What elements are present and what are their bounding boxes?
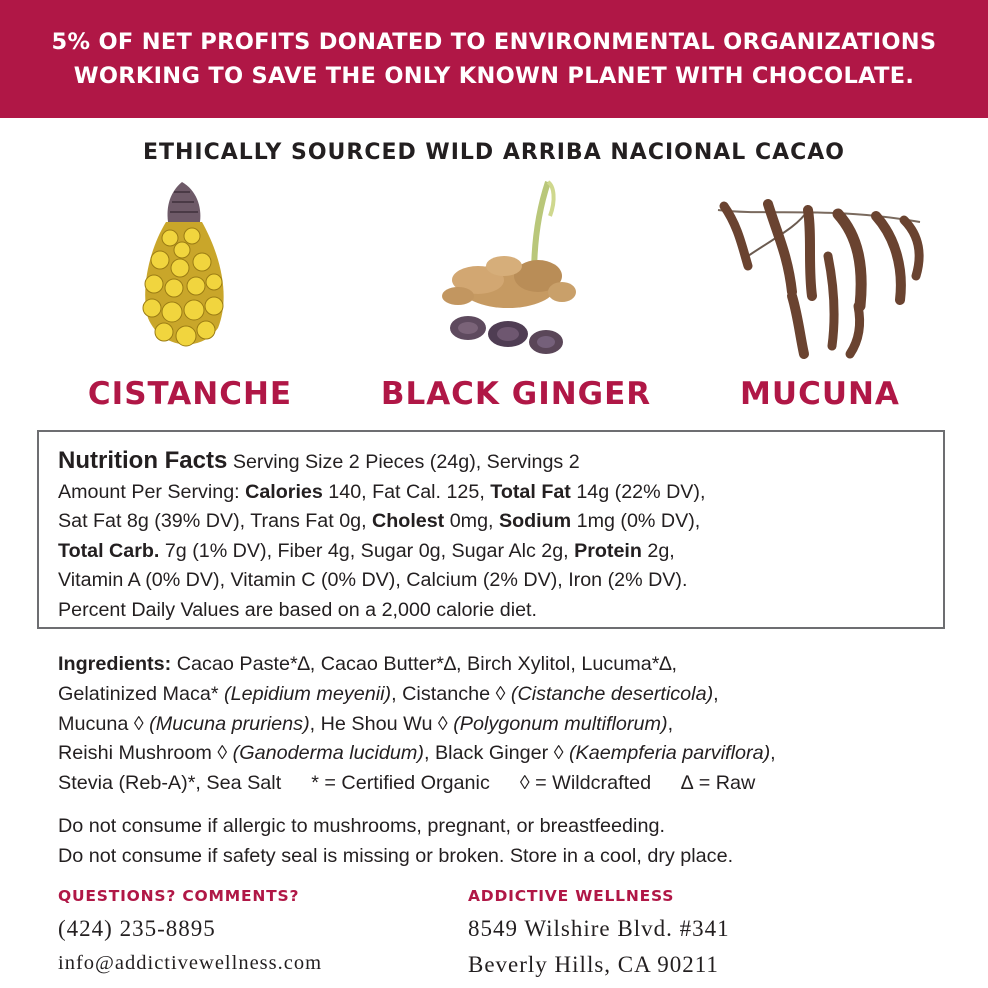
- ingredient-text: ,: [667, 712, 674, 735]
- carb-value: 7g (1% DV), Fiber 4g, Sugar 0g, Sugar Alc 2g,: [159, 539, 575, 562]
- total-fat-value: 14g (22% DV),: [570, 480, 706, 503]
- mucuna-label: MUCUNA: [740, 376, 900, 412]
- ingredient-text: , Black Ginger ◊: [423, 742, 569, 765]
- banner-line-1: 5% OF NET PROFITS DONATED TO ENVIRONMENTAL ORGANIZATIONS: [51, 29, 937, 55]
- latin-name: (Lepidium meyenii): [224, 682, 392, 705]
- latin-name: (Mucuna pruriens): [149, 712, 310, 735]
- latin-name: (Ganoderma lucidum): [232, 742, 424, 765]
- protein-value: 2g,: [641, 539, 675, 562]
- latin-name: (Kaempferia parviflora): [568, 742, 771, 765]
- sat-trans-fat: Sat Fat 8g (39% DV), Trans Fat 0g,: [58, 510, 373, 533]
- banner-line-2: WORKING TO SAVE THE ONLY KNOWN PLANET WITH CHOCOLATE.: [73, 63, 915, 89]
- sodium-value: 1mg (0% DV),: [571, 510, 701, 533]
- ingredient-text: Reishi Mushroom ◊: [58, 742, 233, 765]
- calories-value: 140, Fat Cal. 125,: [322, 480, 491, 503]
- ingredient-text: ,: [770, 742, 776, 765]
- nutrition-line-3: [58, 507, 943, 537]
- ingredient-text: Gelatinized Maca*: [58, 682, 225, 705]
- email-address[interactable]: info@addictivewellness.com: [58, 952, 323, 974]
- amount-label: Amount Per Serving:: [58, 480, 246, 503]
- legend-raw: ∆ = Raw: [681, 772, 756, 795]
- nutrition-heading: Nutrition Facts: [58, 447, 228, 474]
- ingredients-label: Ingredients:: [58, 653, 172, 675]
- black-ginger-label: BLACK GINGER: [380, 376, 652, 412]
- nutrition-line-4: [58, 537, 943, 567]
- ingredient-text: , He Shou Wu ◊: [309, 712, 454, 735]
- latin-name: (Cistanche deserticola): [510, 682, 714, 705]
- warning-line-2: Do not consume if safety seal is missing or broken. Store in a cool, dry place.: [58, 844, 734, 867]
- cholest-label: Cholest: [372, 510, 445, 533]
- protein-label: Protein: [574, 539, 642, 562]
- phone-number[interactable]: (424) 235-8895: [58, 916, 216, 941]
- company-title: ADDICTIVE WELLNESS: [468, 887, 675, 905]
- legend-wildcrafted: ◊ = Wildcrafted: [519, 772, 652, 795]
- ingredient-text: , Cistanche ◊: [391, 682, 511, 705]
- ingredient-text: Mucuna ◊: [58, 712, 150, 735]
- questions-title: QUESTIONS? COMMENTS?: [58, 887, 300, 905]
- address-line-2: Beverly Hills, CA 90211: [468, 952, 719, 977]
- ingredients-line-1: [58, 650, 968, 680]
- ingredients-text: Cacao Paste*∆, Cacao Butter*∆, Birch Xylitol, Lucuma*∆,: [171, 653, 677, 675]
- cholest-value: 0mg,: [444, 510, 499, 533]
- ingredient-text: ,: [713, 682, 719, 705]
- calories-label: Calories: [245, 480, 323, 503]
- legend-organic: * = Certified Organic: [311, 772, 490, 795]
- ingredient-text: Stevia (Reb-A)*, Sea Salt: [58, 772, 282, 795]
- cistanche-image: [130, 178, 240, 358]
- ingredients-line-4: [58, 739, 968, 769]
- latin-name: (Polygonum multiflorum): [453, 712, 668, 735]
- sodium-label: Sodium: [498, 510, 572, 533]
- nutrition-line-1: [58, 446, 943, 478]
- donation-banner: [0, 0, 988, 118]
- ingredients-line-3: [58, 710, 968, 740]
- mucuna-image: [708, 196, 930, 362]
- address-line-1: 8549 Wilshire Blvd. #341: [468, 916, 730, 941]
- nutrition-line-5: Vitamin A (0% DV), Vitamin C (0% DV), Calcium (2% DV), Iron (2% DV).: [58, 569, 688, 592]
- carb-label: Total Carb.: [58, 539, 160, 562]
- ingredients-line-5: [58, 769, 968, 799]
- serving-size: Serving Size 2 Pieces (24g), Servings 2: [227, 451, 580, 473]
- nutrition-line-2: [58, 478, 943, 508]
- warnings-block: [58, 812, 968, 872]
- sourcing-subtitle: ETHICALLY SOURCED WILD ARRIBA NACIONAL CACAO: [142, 140, 846, 165]
- total-fat-label: Total Fat: [490, 480, 571, 503]
- black-ginger-image: [438, 176, 578, 366]
- ingredients-block: [58, 650, 968, 799]
- nutrition-facts-panel: [37, 430, 945, 629]
- warning-line-1: Do not consume if allergic to mushrooms, pregnant, or breastfeeding.: [58, 815, 665, 837]
- ingredients-line-2: [58, 680, 968, 710]
- nutrition-footnote: Percent Daily Values are based on a 2,000 calorie diet.: [58, 598, 537, 621]
- cistanche-label: CISTANCHE: [87, 376, 293, 412]
